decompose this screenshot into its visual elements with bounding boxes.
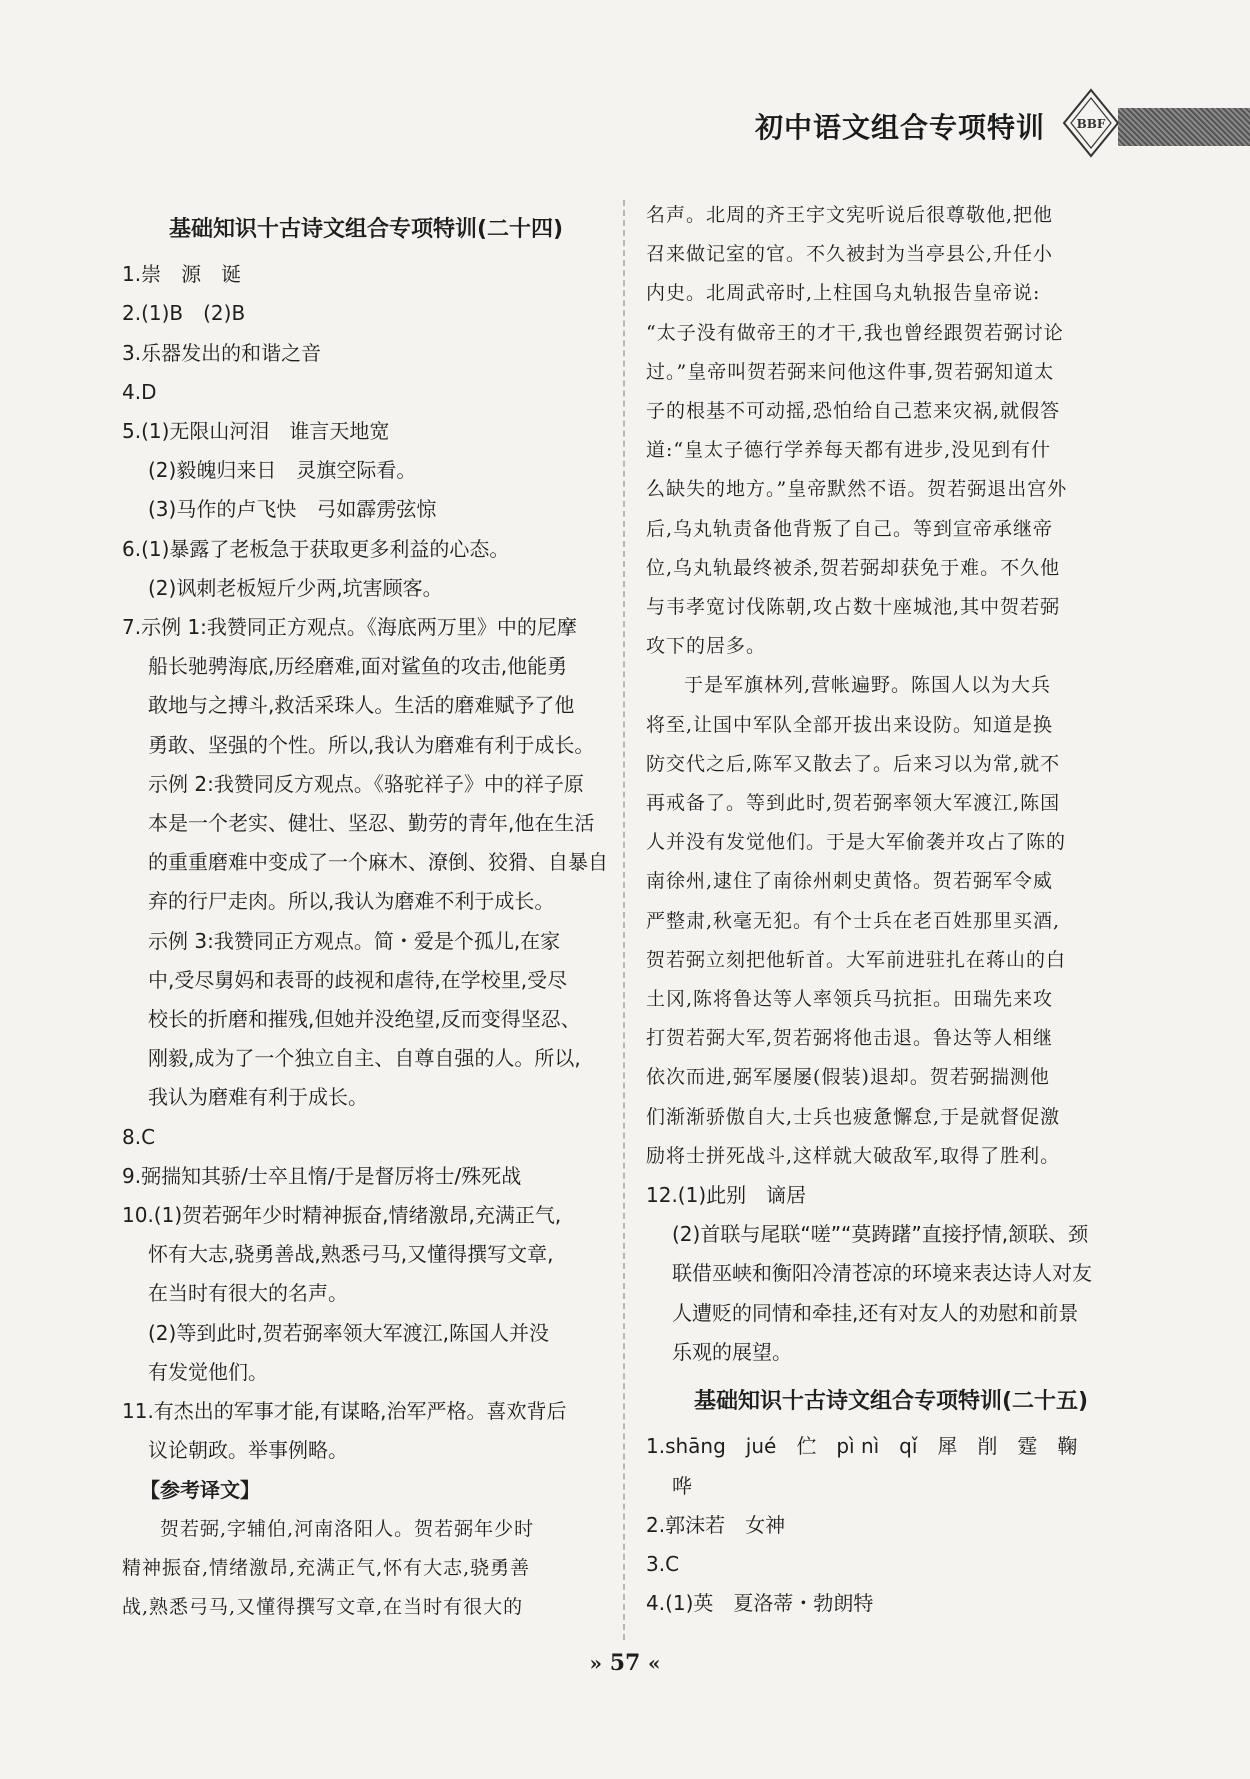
answer-line: 人遭贬的同情和牵挂,还有对友人的劝慰和前景 [672,1300,1079,1325]
answer-line: 1.崇 源 诞 [122,262,242,287]
translation-line: 后,乌丸轨责备他背叛了自己。等到宣帝承继帝 [646,517,1054,540]
translation-line: 励将士拼死战斗,这样就大破敌军,取得了胜利。 [646,1144,1061,1167]
answer-line: (2)首联与尾联“嗟”“莫踌躇”直接抒情,颔联、颈 [672,1222,1089,1247]
answer-line: 议论朝政。举事例略。 [148,1438,348,1463]
translation-line: 精神振奋,情绪激昂,充满正气,怀有大志,骁勇善 [122,1556,531,1579]
page-number: 57 [609,1650,641,1676]
answer-line: 船长驰骋海底,历经磨难,面对鲨鱼的攻击,他能勇 [148,654,568,679]
answer-line: 10.(1)贺若弼年少时精神振奋,情绪激昂,充满正气, [122,1203,562,1228]
translation-line: 么缺失的地方。”皇帝默然不语。贺若弼退出宫外 [646,478,1068,501]
answer-line: 中,受尽舅妈和表哥的歧视和虐待,在学校里,受尽 [148,967,568,992]
translation-line: 严整肃,秋毫无犯。有个士兵在老百姓那里买酒, [646,909,1061,932]
header-title: 初中语文组合专项特训 [755,111,1046,144]
section-title-25: 基础知识十古诗文组合专项特训(二十五) [693,1389,1089,1415]
answer-line: 本是一个老实、健壮、坚忍、勤劳的青年,他在生活 [148,811,595,836]
badge-text: BBF [1076,117,1106,131]
answer-line: 3.C [646,1551,680,1576]
translation-line: 内史。北周武帝时,上柱国乌丸轨报告皇帝说: [646,282,1041,305]
translation-line: 人并没有发觉他们。于是大军偷袭并攻占了陈的 [646,831,1067,854]
page-footer [0,1650,1250,1676]
answer-line: (2)讽刺老板短斤少两,坑害顾客。 [148,575,443,600]
answer-line: 校长的折磨和摧残,但她并没绝望,反而变得坚忍、 [148,1007,581,1032]
translation-line: 南徐州,逮住了南徐州刺史黄恪。贺若弼军令威 [646,870,1054,893]
answer-line: 我认为磨难有利于成长。 [148,1085,368,1110]
translation-line: 打贺若弼大军,贺若弼将他击退。鲁达等人相继 [646,1027,1054,1050]
answer-line: 的重重磨难中变成了一个麻木、潦倒、狡猾、自暴自 [148,850,608,875]
answer-line: 2.郭沫若 女神 [646,1512,786,1537]
answer-line: 有发觉他们。 [148,1359,268,1384]
translation-line: 依次而进,弼军屡屡(假装)退却。贺若弼揣测他 [646,1066,1050,1089]
translation-line: 再戒备了。等到此时,贺若弼率领大军渡江,陈国 [646,792,1061,815]
translation-line: 子的根基不可动摇,恐怕给自己惹来灾祸,就假答 [646,400,1061,423]
translation-line: “太子没有做帝王的才干,我也曾经跟贺若弼讨论 [646,321,1064,344]
answer-line: 示例 3:我赞同正方观点。简・爱是个孤儿,在家 [148,928,561,953]
answer-line: 勇敢、坚强的个性。所以,我认为磨难有利于成长。 [148,732,595,757]
translation-line: 与韦孝宽讨伐陈朝,攻占数十座城池,其中贺若弼 [646,596,1061,619]
translation-line: 贺若弼,字辅伯,河南洛阳人。贺若弼年少时 [160,1517,535,1540]
answer-line: 3.乐器发出的和谐之音 [122,340,322,365]
answer-line: 12.(1)此别 谪居 [646,1183,807,1208]
translation-line: 防交代之后,陈军又散去了。后来习以为常,就不 [646,752,1061,775]
reference-translation-label: 【参考译文】 [140,1477,260,1502]
header-decor-bar [1118,108,1250,146]
bbf-logo-icon [1062,88,1120,158]
answer-line: 4.(1)英 夏洛蒂・勃朗特 [646,1591,874,1616]
translation-line: 们渐渐骄傲自大,士兵也疲惫懈怠,于是就督促激 [646,1105,1061,1128]
translation-line: 过。”皇帝叫贺若弼来问他这件事,贺若弼知道太 [646,360,1055,383]
translation-line: 战,熟悉弓马,又懂得撰写文章,在当时有很大的 [122,1596,524,1619]
translation-line: 攻下的居多。 [646,635,767,658]
answer-line: 敢地与之搏斗,救活采珠人。生活的磨难赋予了他 [148,693,575,718]
section-title-24: 基础知识十古诗文组合专项特训(二十四) [168,217,564,242]
translation-line: 召来做记室的官。不久被封为当亭县公,升任小 [646,243,1054,266]
translation-line: 位,乌丸轨最终被杀,贺若弼却获免于难。不久他 [646,556,1061,579]
answer-line: 哗 [672,1473,692,1498]
answer-line: 乐观的展望。 [672,1339,792,1364]
answer-line: (3)马作的卢飞快 弓如霹雳弦惊 [148,497,437,522]
translation-line: 道:“皇太子德行学养每天都有进步,没见到有什 [646,439,1052,462]
translation-line: 土冈,陈将鲁达等人率领兵马抗拒。田瑞先来攻 [646,988,1054,1011]
answer-line: 怀有大志,骁勇善战,熟悉弓马,又懂得撰写文章, [148,1242,554,1267]
double-chevron-right-icon: » [589,1651,603,1675]
answer-line: 7.示例 1:我赞同正方观点。《海底两万里》中的尼摩 [122,615,577,640]
answer-line: (2)等到此时,贺若弼率领大军渡江,陈国人并没 [148,1320,550,1345]
translation-line: 于是军旗林列,营帐遍野。陈国人以为大兵 [684,674,1052,697]
translation-line: 名声。北周的齐王宇文宪听说后很尊敬他,把他 [646,204,1054,226]
answer-line: 联借巫峡和衡阳冷清苍凉的环境来表达诗人对友 [672,1261,1092,1286]
double-chevron-left-icon: « [647,1651,661,1675]
answer-line: 2.(1)B (2)B [122,301,246,326]
answer-line: (2)毅魄归来日 灵旗空际看。 [148,458,417,483]
answer-line: 在当时有很大的名声。 [148,1281,348,1306]
translation-line: 贺若弼立刻把他斩首。大军前进驻扎在蒋山的白 [646,948,1067,971]
answer-line: 11.有杰出的军事才能,有谋略,治军严格。喜欢背后 [122,1399,567,1424]
answer-line: 6.(1)暴露了老板急于获取更多利益的心态。 [122,536,510,561]
translation-line: 将至,让国中军队全部开拔出来设防。知道是换 [646,713,1054,736]
right-column [646,196,1136,1623]
answer-line: 4.D [122,379,157,404]
answer-line: 5.(1)无限山河泪 谁言天地宽 [122,419,390,444]
answer-line: 刚毅,成为了一个独立自主、自尊自强的人。所以, [148,1046,581,1071]
answer-line: 弃的行尸走肉。所以,我认为磨难不利于成长。 [148,889,555,914]
answer-line: 9.弼揣知其骄/士卒且惰/于是督厉将士/殊死战 [122,1163,522,1188]
left-column [122,210,610,1627]
answer-line: 1.shāng jué 伫 pì nì qǐ 犀 削 霆 鞠 [646,1434,1078,1459]
answer-line: 8.C [122,1124,156,1149]
answer-line: 示例 2:我赞同反方观点。《骆驼祥子》中的祥子原 [148,771,584,796]
column-divider [623,200,625,1640]
